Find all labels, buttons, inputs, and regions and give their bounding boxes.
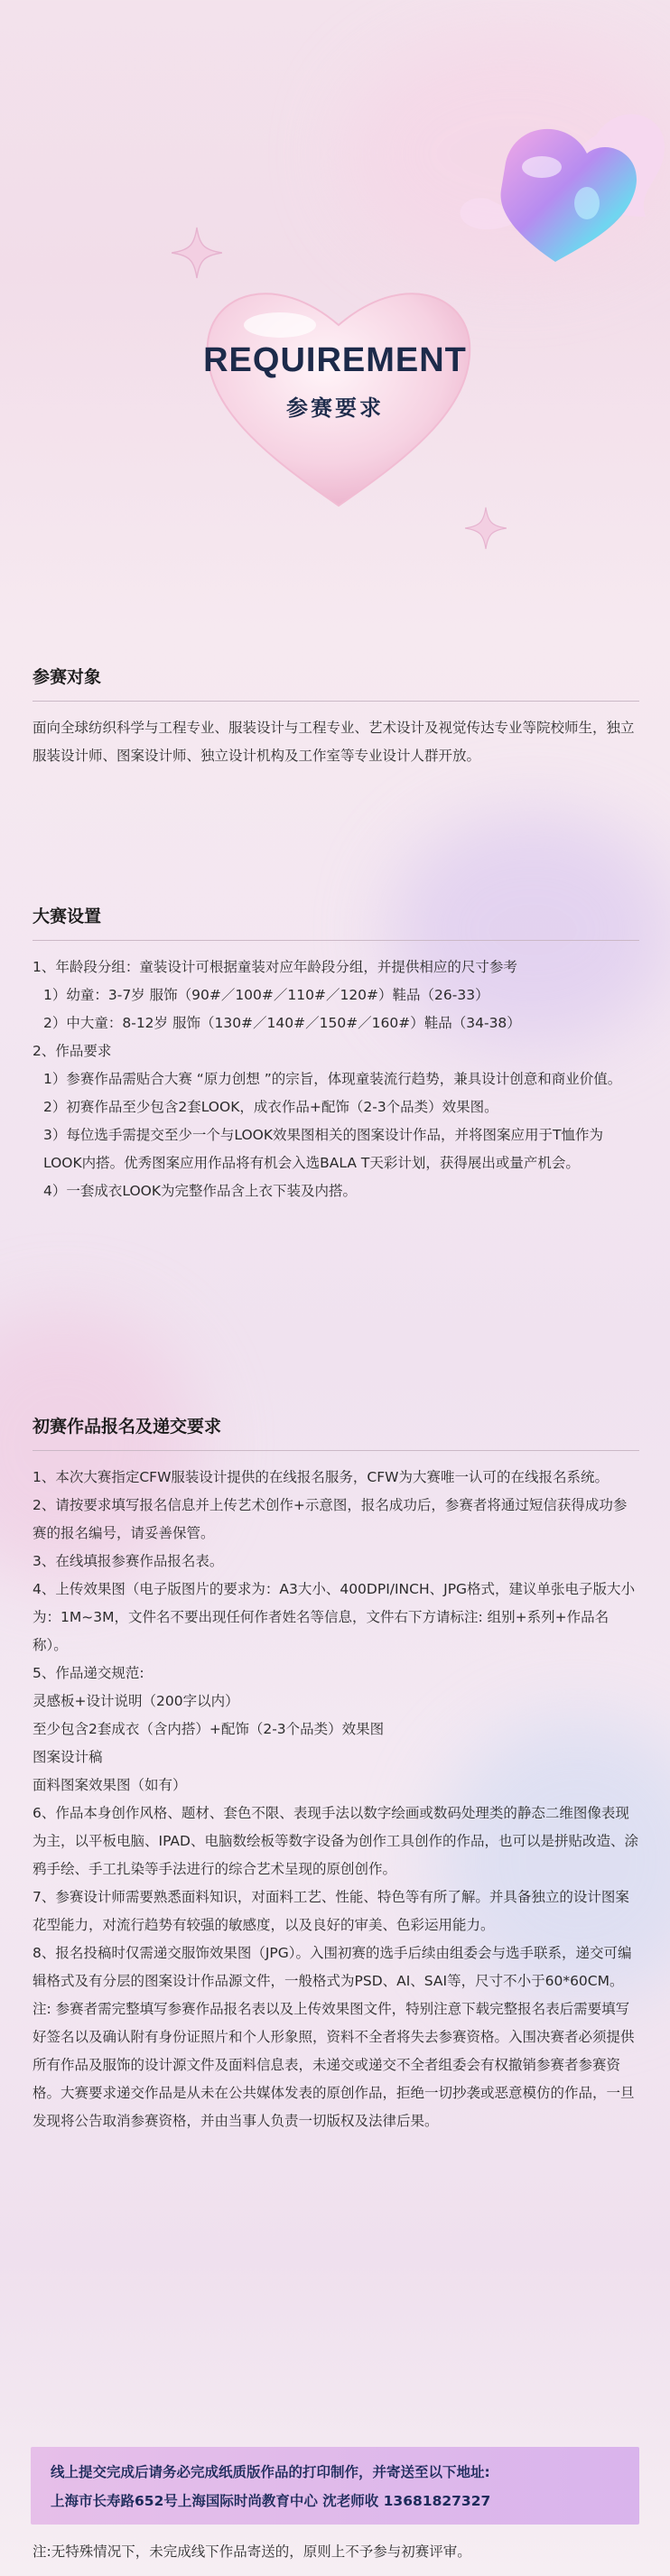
paragraph: 面向全球纺织科学与工程专业、服装设计与工程专业、艺术设计及视觉传达专业等院校师生，独立服装设计师、图案设计师、独立设计机构及工作室等专业设计人群开放。 — [33, 720, 635, 764]
paragraph: 2）初赛作品至少包含2套LOOK，成衣作品+配饰（2-3个品类）效果图。 — [43, 1099, 498, 1115]
divider — [33, 940, 639, 941]
paragraph: 6、作品本身创作风格、题材、套色不限、表现手法以数字绘画或数码处理类的静态二维图像表现为主，以平板电脑、IPAD、电脑数绘板等数字设备为创作工具创作的作品，也可以是拼贴改造、涂鸦手绘、手工扎染等手法进行的综合艺术呈现的原创创作。 — [33, 1805, 638, 1877]
paragraph: 3、在线填报参赛作品报名表。 — [33, 1553, 224, 1569]
paragraph: 5、作品递交规范: — [33, 1665, 144, 1681]
section-participants — [33, 664, 639, 770]
paragraph: 2、作品要求 — [33, 1043, 112, 1059]
paragraph: 2、请按要求填写报名信息并上传艺术创作+示意图，报名成功后，参赛者将通过短信获得成功参赛的报名编号，请妥善保管。 — [33, 1497, 628, 1541]
paragraph: 1、年龄段分组：童装设计可根据童装对应年龄段分组，并提供相应的尺寸参考 — [33, 959, 517, 975]
paragraph: 1）幼童：3-7岁 服饰（90#／100#／110#／120#）鞋品（26-33） — [43, 987, 489, 1003]
paragraph: 4、上传效果图（电子版图片的要求为：A3大小、400DPI/INCH、JPG格式，建议单张电子版大小为：1M~3M，文件名不要出现任何作者姓名等信息，文件右下方请标注: 组别+系列+作品名称）。 — [33, 1581, 636, 1653]
paragraph: 至少包含2套成衣（含内搭）+配饰（2-3个品类）效果图 — [33, 1721, 385, 1737]
paragraph: 灵感板+设计说明（200字以内） — [33, 1693, 239, 1709]
mailing-address-banner — [31, 2447, 639, 2525]
section-heading: 初赛作品报名及递交要求 — [33, 1417, 222, 1437]
page-subtitle: 参赛要求 — [286, 395, 384, 421]
paragraph: 图案设计稿 — [33, 1749, 103, 1765]
section-heading: 大赛设置 — [33, 907, 102, 926]
paragraph: 2）中大童：8-12岁 服饰（130#／140#／150#／160#）鞋品（34-38） — [43, 1015, 521, 1031]
winged-heart-mascot-icon — [451, 81, 668, 280]
page-title: REQUIREMENT — [203, 341, 467, 379]
section-competition-setup — [33, 903, 639, 1205]
banner-line: 线上提交完成后请务必完成纸质版作品的打印制作，并寄送至以下地址: — [51, 2464, 490, 2480]
paragraph: 注: 参赛者需完整填写参赛作品报名表以及上传效果图文件，特别注意下载完整报名表后需要填写好签名以及确认附有身份证照片和个人形象照，资料不全者将失去参赛资格。入围决赛者必须提供所有作品及服饰的设计源文件及面料信息表，未递交或递交不全者组委会有权撤销参赛者参赛资格。大赛要求递交作品是从未在公共媒体发表的原创作品，拒绝一切抄袭或恶意模仿的作品，一旦发现将公告取消参赛资格，并由当事人负责一切版权及法律后果。 — [33, 2001, 635, 2129]
paragraph: 8、报名投稿时仅需递交服饰效果图（JPG）。入围初赛的选手后续由组委会与选手联系，递交可编辑格式及有分层的图案设计作品源文件，一般格式为PSD、AI、SAI等，尺寸不小于60*60CM。 — [33, 1945, 632, 1989]
section-submission — [33, 1413, 639, 2135]
paragraph: 4）一套成衣LOOK为完整作品含上衣下装及内搭。 — [43, 1183, 358, 1199]
paragraph: 3）每位选手需提交至少一个与LOOK效果图相关的图案设计作品，并将图案应用于T恤作为LOOK内搭。优秀图案应用作品将有机会入选BALA T天彩计划，获得展出或量产机会。 — [43, 1127, 603, 1171]
paragraph: 面料图案效果图（如有） — [33, 1777, 187, 1793]
paragraph: 1、本次大赛指定CFW服装设计提供的在线报名服务，CFW为大赛唯一认可的在线报名系统。 — [33, 1469, 609, 1485]
divider — [33, 701, 639, 702]
paragraph: 1）参赛作品需贴合大赛 “原力创想 ”的宗旨，体现童装流行趋势，兼具设计创意和商业价值。 — [43, 1071, 622, 1087]
footnote: 注:无特殊情况下，未完成线下作品寄送的，原则上不予参与初赛评审。 — [33, 2543, 471, 2560]
banner-address: 上海市长寿路652号上海国际时尚教育中心 沈老师收 13681827327 — [51, 2493, 491, 2509]
divider — [33, 1450, 639, 1451]
paragraph: 7、参赛设计师需要熟悉面料知识，对面料工艺、性能、特色等有所了解。并具备独立的设计图案花型能力，对流行趋势有较强的敏感度，以及良好的审美、色彩运用能力。 — [33, 1889, 629, 1933]
section-heading: 参赛对象 — [33, 667, 102, 687]
